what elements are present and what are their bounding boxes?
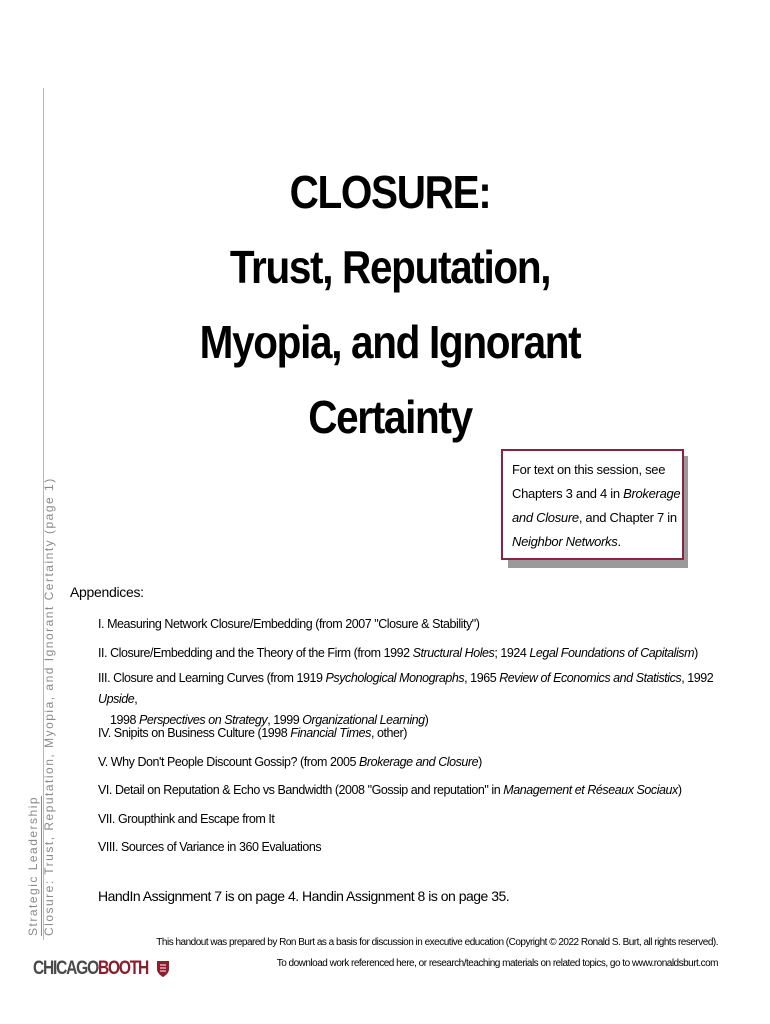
handin-note: HandIn Assignment 7 is on page 4. Handin Assignment 8 is on page 35.: [98, 888, 510, 904]
list-item: [98, 834, 738, 863]
item-text: VI. Detail on Reputation & Echo vs Bandwidth (2008 "Gossip and reputation" in: [98, 783, 504, 797]
item-text: VII. Groupthink and Escape from It: [98, 811, 275, 826]
item-ref: Organizational Learning: [302, 713, 425, 727]
title-line-3: Myopia, and Ignorant Certainty: [199, 316, 581, 443]
item-text: , 1965: [464, 671, 500, 685]
footer-download: To download work referenced here, or research/teaching materials on related topics, go to www.ronaldsburt.com: [276, 958, 718, 969]
list-item: [98, 777, 738, 806]
item-text: ): [478, 754, 482, 769]
footer: [156, 932, 718, 974]
note-text-2: , and Chapter 7 in: [578, 510, 677, 525]
page-title: [135, 155, 645, 455]
list-item: [98, 749, 738, 778]
item-ref: Review of Economics and Statistics: [499, 671, 682, 685]
item-ref: Structural Holes: [412, 645, 495, 660]
item-text: III. Closure and Learning Curves (from 1919: [98, 671, 326, 685]
item-text: ): [694, 645, 698, 660]
item-text: , 1999: [267, 713, 303, 727]
title-line-1: CLOSURE:: [289, 166, 491, 218]
item-text: , 1992: [681, 671, 714, 685]
item-ref: Financial Times: [290, 726, 371, 740]
footer-copyright: This handout was prepared by Ron Burt as a basis for discussion in executive education (Copyright © 2022 Ronald S. Burt, all rights reserved).: [156, 937, 718, 948]
item-text: ): [424, 713, 429, 727]
list-item: [98, 806, 738, 835]
item-ref: Brokerage and Closure: [359, 754, 479, 769]
item-ref: Management et Réseaux Sociaux: [503, 783, 678, 797]
item-text: V. Why Don't People Discount Gossip? (from 2005: [98, 754, 360, 769]
sidebar-caption: [26, 416, 57, 936]
note-period: .: [617, 534, 621, 549]
chicago-booth-logo: [33, 954, 170, 984]
note-book-1: Brokerage and Closure: [512, 486, 681, 525]
title-line-2: Trust, Reputation,: [229, 241, 551, 293]
reading-note: [501, 449, 684, 560]
item-text: ,: [134, 692, 138, 706]
appendices-heading: Appendices:: [70, 584, 144, 600]
logo-part-1: CHICAGO: [33, 958, 98, 979]
item-text: IV. Snipits on Business Culture (1998: [98, 726, 291, 740]
item-text: , other): [370, 726, 407, 740]
list-item: [98, 640, 738, 669]
note-book-2: Neighbor Networks: [512, 534, 618, 549]
item-ref: Legal Foundations of Capitalism: [529, 645, 695, 660]
item-ref: Psychological Monographs: [325, 671, 465, 685]
logo-wordmark: [33, 954, 148, 984]
item-text: VIII. Sources of Variance in 360 Evaluations: [98, 840, 322, 854]
item-text: II. Closure/Embedding and the Theory of the Firm (from 1992: [98, 645, 413, 660]
list-item: [98, 611, 738, 640]
item-text: ): [677, 783, 682, 797]
item-text: I. Measuring Network Closure/Embedding (from 2007 "Closure & Stability"): [98, 617, 480, 631]
item-text: 1998: [110, 713, 140, 727]
list-item: [98, 668, 738, 727]
sidebar-page-caption: Closure: Trust, Reputation, Myopia, and Ignorant Certainty (page 1): [42, 477, 56, 936]
appendix-list: [98, 611, 738, 863]
item-ref: Upside: [98, 692, 135, 706]
sidebar-course-title: Strategic Leadership: [26, 795, 40, 936]
item-text: ; 1924: [494, 645, 530, 660]
shield-icon: [156, 960, 170, 978]
note-text: For text on this session, see Chapters 3 and 4 in: [512, 462, 666, 501]
item-ref: Perspectives on Strategy: [139, 713, 268, 727]
logo-part-2: BOOTH: [97, 958, 149, 979]
